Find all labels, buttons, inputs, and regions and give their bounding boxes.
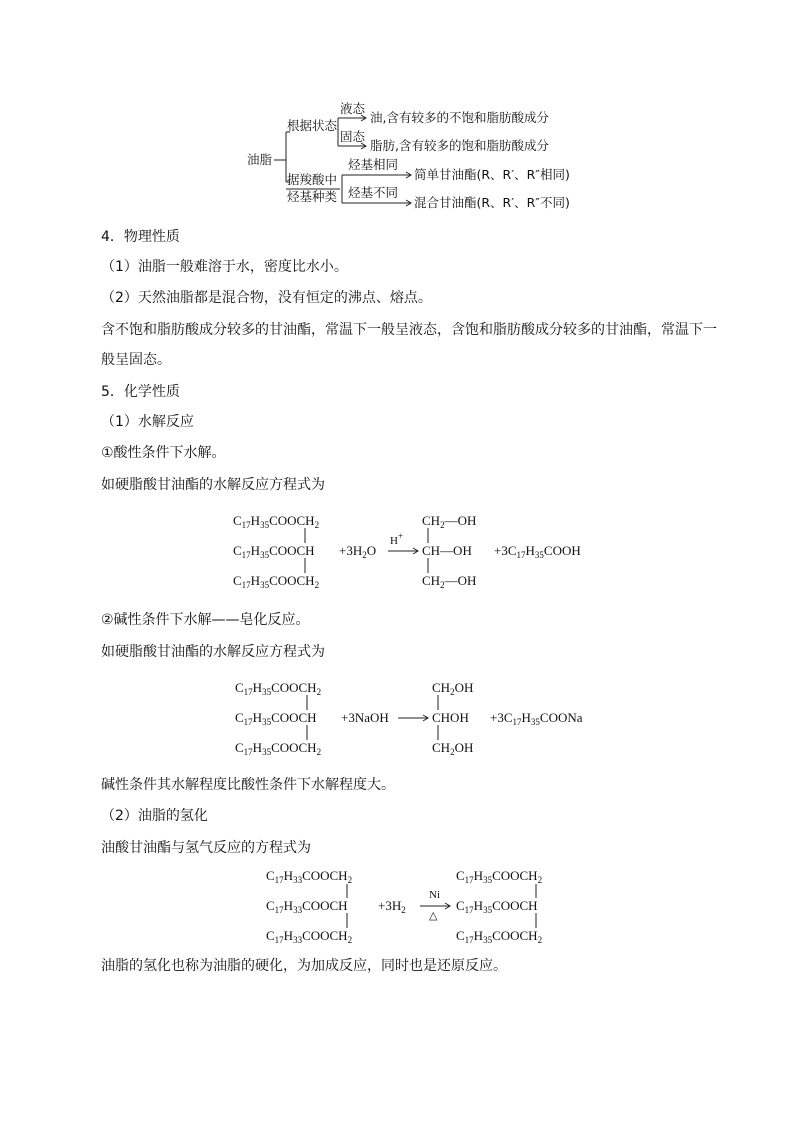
branch-state-label: 根据状态	[287, 118, 338, 133]
r3-product-row-1: $C_{17}H_{35}COOCH_2$	[456, 868, 543, 885]
r2-other-product: $+3C_{17}H_{35}COONa$	[490, 710, 583, 727]
heading-physical-properties: 4．物理性质	[101, 229, 180, 245]
diff-result: 混合甘油酯(R、R′、R″不同)	[414, 195, 570, 210]
r1-product-row-1: $CH_2—OH$	[422, 513, 477, 530]
same-label: 烃基相同	[348, 157, 399, 172]
r1-reagent: $+3H_2O$	[339, 543, 377, 560]
branch-acid-label-1: 据羧酸中	[287, 172, 338, 187]
r2-product-row-2: CHOH	[432, 710, 469, 725]
para-insoluble: （1）油脂一般难溶于水，密度比水小。	[101, 259, 348, 275]
hydrogenation-eq-intro: 油酸甘油酯与氢气反应的方程式为	[101, 840, 311, 856]
r3-reagent: $+3H_2$	[378, 898, 406, 915]
r3-ester-row-3: $C_{17}H_{33}COOCH_2$	[266, 928, 353, 945]
r2-ester-row-3: $C_{17}H_{35}COOCH_2$	[235, 740, 322, 757]
base-hydrolysis-label: ②碱性条件下水解——皂化反应。	[101, 612, 310, 628]
r1-product-row-3: $CH_2—OH$	[422, 573, 477, 590]
r3-catalyst-top: Ni	[429, 889, 440, 901]
subheading-hydrogenation: （2）油脂的氢化	[101, 808, 208, 824]
acid-hydrolysis-label: ①酸性条件下水解。	[101, 445, 226, 461]
r1-product-row-2: CH—OH	[422, 543, 472, 558]
liquid-result: 油,含有较多的不饱和脂肪酸成分	[370, 110, 549, 125]
r1-catalyst: H+	[390, 531, 404, 547]
r2-ester-row-1: $C_{17}H_{35}COOCH_2$	[235, 680, 322, 697]
r3-catalyst-bottom: △	[429, 910, 438, 922]
solid-label: 固态	[340, 129, 366, 144]
r3-product-row-3: $C_{17}H_{35}COOCH_2$	[456, 928, 543, 945]
r3-ester-row-2: $C_{17}H_{33}COOCH$	[266, 898, 348, 915]
diff-label: 烃基不同	[348, 185, 399, 200]
para-state-line2: 般呈固态。	[101, 352, 171, 368]
r1-ester-row-2: $C_{17}H_{35}COOCH$	[233, 543, 315, 560]
subheading-hydrolysis: （1）水解反应	[101, 414, 194, 430]
same-result: 简单甘油酯(R、R′、R″相同)	[414, 167, 570, 182]
base-eq-intro: 如硬脂酸甘油酯的水解反应方程式为	[101, 644, 325, 660]
root-label: 油脂	[247, 152, 273, 167]
r2-product-row-3: $CH_2OH$	[432, 740, 474, 757]
hydrogenation-note: 油脂的氢化也称为油脂的硬化，为加成反应，同时也是还原反应。	[101, 958, 507, 974]
r1-ester-row-1: $C_{17}H_{35}COOCH_2$	[233, 513, 320, 530]
heading-chemical-properties: 5．化学性质	[101, 384, 180, 400]
r3-ester-row-1: $C_{17}H_{33}COOCH_2$	[266, 868, 353, 885]
r1-other-product: $+3C_{17}H_{35}COOH$	[494, 543, 581, 560]
r1-ester-row-3: $C_{17}H_{35}COOCH_2$	[233, 573, 320, 590]
branch-acid-label-2: 烃基种类	[287, 189, 338, 204]
acid-eq-intro: 如硬脂酸甘油酯的水解反应方程式为	[101, 477, 325, 493]
r2-ester-row-2: $C_{17}H_{35}COOCH$	[235, 710, 317, 727]
r2-reagent: +3NaOH	[341, 710, 389, 725]
base-note: 碱性条件其水解程度比酸性条件下水解程度大。	[101, 777, 395, 793]
liquid-label: 液态	[340, 101, 366, 116]
r2-product-row-1: $CH_2OH$	[432, 680, 474, 697]
solid-result: 脂肪,含有较多的饱和脂肪酸成分	[370, 138, 549, 153]
r3-product-row-2: $C_{17}H_{35}COOCH$	[456, 898, 538, 915]
para-state-line1: 含不饱和脂肪酸成分较多的甘油酯，常温下一般呈液态，含饱和脂肪酸成分较多的甘油酯，常温下一	[101, 322, 717, 338]
para-mixture: （2）天然油脂都是混合物，没有恒定的沸点、熔点。	[101, 290, 432, 306]
